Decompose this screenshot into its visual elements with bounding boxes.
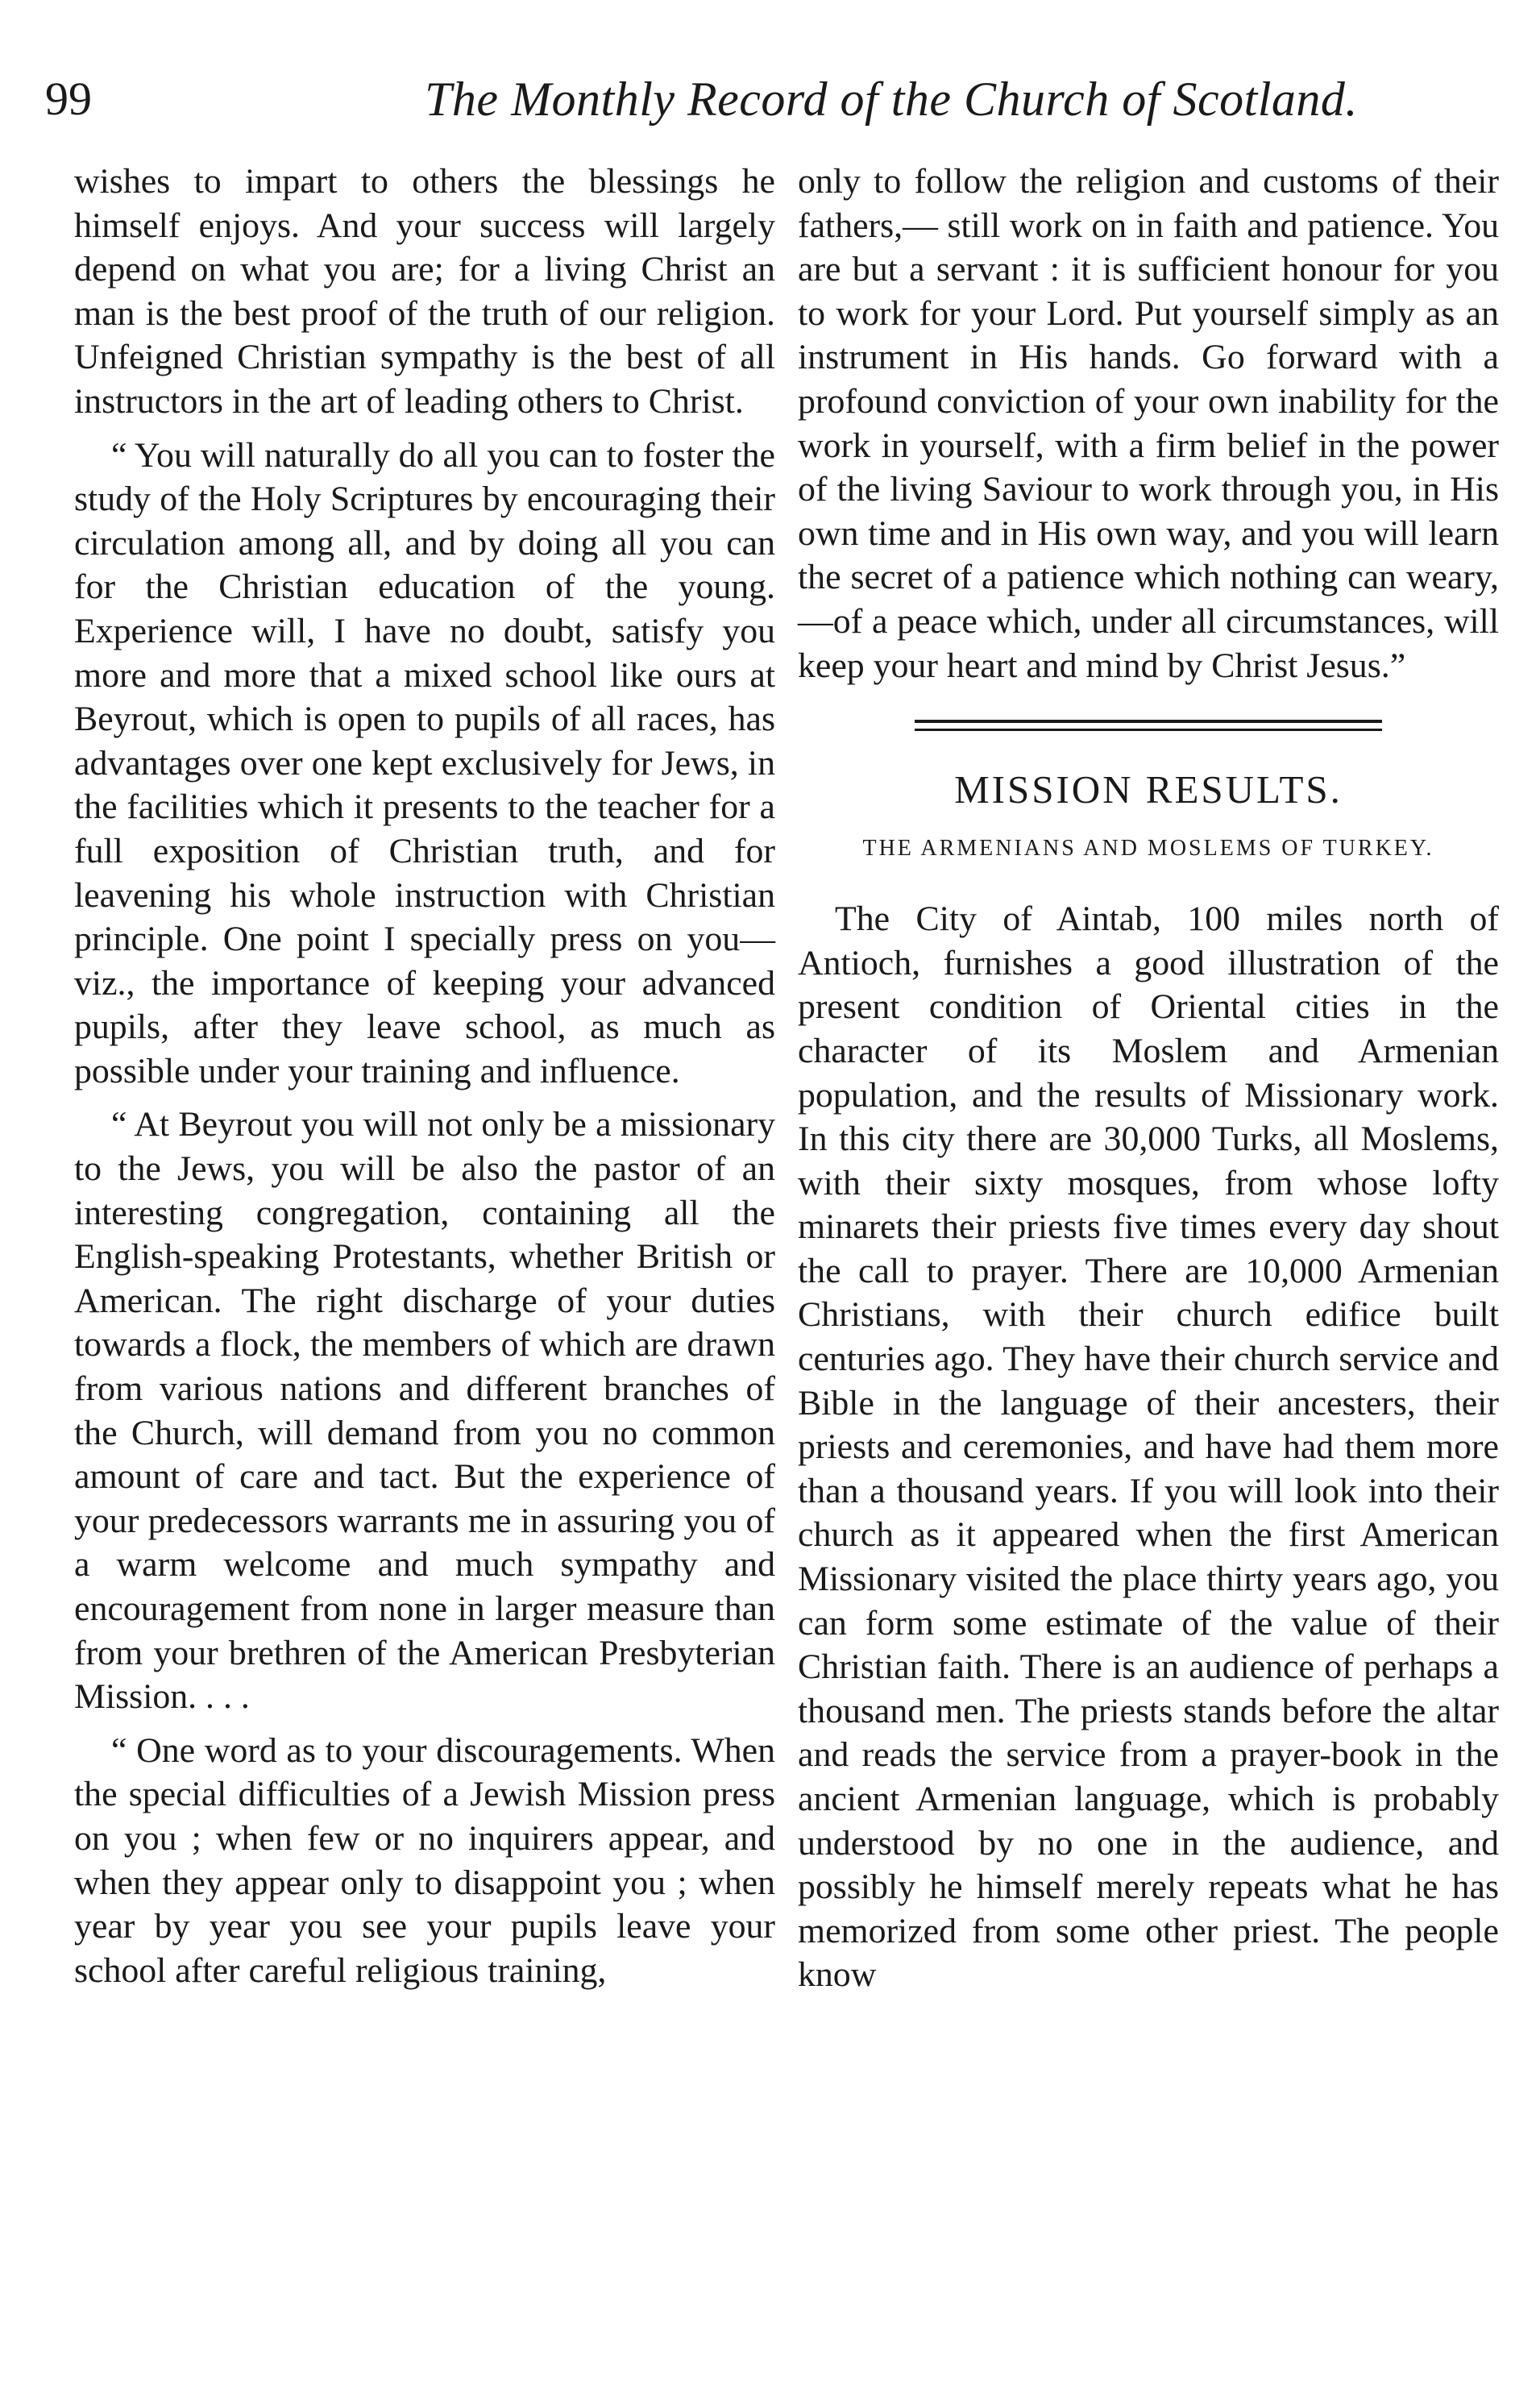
page-number: 99 (45, 73, 92, 125)
right-column (798, 160, 1499, 1997)
left-paragraph-4: “ One word as to your discouragements. When the special difficulties of a Jewish Mission press on you ; when few or no inquirers appear, and when they appear only to disappoint you ; when year by year you see your pupils leave your school after careful religious training, (74, 1730, 775, 1990)
right-continuation-paragraph: only to follow the religion and customs of their fathers,— still work on in faith and patience. You are but a servant : it is sufficient honour for you to work for your Lord. Put yourself simply as an instrument in His hands. Go forward with a profound conviction of your own inability for the work in yourself, with a firm belief in the power of the living Saviour to work through you, in His own time and in His own way, and you will learn the secret of a patience which nothing can weary,—of a peace which, under all circumstances, will keep your heart and mind by Christ Jesus.” (798, 162, 1499, 685)
section-title: MISSION RESULTS. (954, 767, 1343, 812)
page-header (45, 71, 1496, 135)
left-column (74, 160, 775, 1992)
left-paragraph-1: wishes to impart to others the blessings he himself enjoys. And your success will largely depend on what you are; for a living Christ an man is the best proof of the truth of our religion. Unfeigned Christian sympathy is the best of all instructors in the art of leading others to Christ. (74, 162, 775, 421)
divider-rule-bottom (915, 729, 1382, 731)
mission-results-paragraph: The City of Aintab, 100 miles north of Antioch, furnishes a good illustration of the present condition of Oriental cities in the character of its Moslem and Armenian population, and the results of Missionary work. In this city there are 30,000 Turks, all Moslems, with their sixty mosques, from whose lofty minarets their priests five times every day shout the call to prayer. There are 10,000 Armenian Christians, with their church edifice built centuries ago. They have their church service and Bible in the language of their ancesters, their priests and ceremonies, and have had them more than a thousand years. If you will look into their church as it appeared when the first American Missionary visited the place thirty years ago, you can form some estimate of the value of their Christian faith. There is an audience of perhaps a thousand men. The priests stands before the altar and reads the service from a prayer-book in the ancient Armenian language, which is probably understood by no one in the audience, and possibly he himself merely repeats what he has memorized from some other priest. The people know (798, 899, 1499, 1995)
divider-rule-top (915, 720, 1382, 723)
left-paragraph-3: “ At Beyrout you will not only be a missionary to the Jews, you will be also the pastor of an interesting congregation, containing all the English-speaking Protestants, whether British or American. The right discharge of your duties towards a flock, the members of which are drawn from various nations and different branches of the Church, will demand from you no common amount of care and tact. But the experience of your predecessors warrants me in assuring you of a warm welcome and much sympathy and encouragement from none in larger measure than from your brethren of the American Presbyterian Mission. . . . (74, 1105, 775, 1717)
section-divider (915, 720, 1382, 731)
running-title: The Monthly Record of the Church of Scotland. (425, 73, 1358, 126)
section-subtitle: THE ARMENIANS AND MOSLEMS OF TURKEY. (862, 836, 1434, 862)
left-paragraph-2: “ You will naturally do all you can to foster the study of the Holy Scriptures by encouraging their circulation among all, and by doing all you can for the Christian education of the young. Experience will, I have no doubt, satisfy you more and more that a mixed school like ours at Beyrout, which is open to pupils of all races, has advantages over one kept exclusively for Jews, in the facilities which it presents to the teacher for a full exposition of Christian truth, and for leavening his whole instruction with Christian principle. One point I specially press on you—viz., the importance of keeping your advanced pupils, after they leave school, as much as possible under your training and influence. (74, 435, 775, 1090)
